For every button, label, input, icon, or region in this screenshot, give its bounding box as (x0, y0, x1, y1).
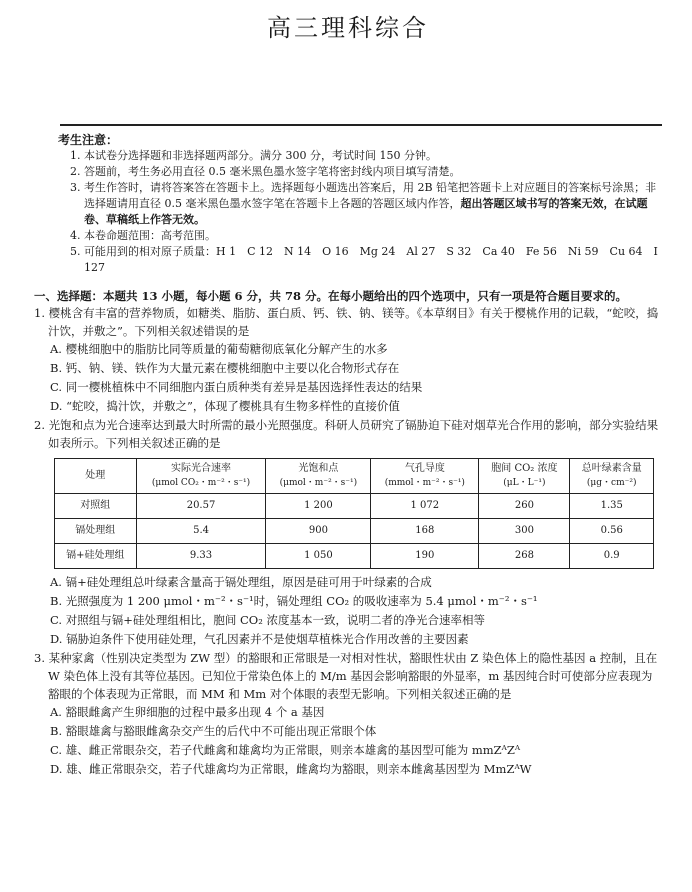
table-row (55, 519, 654, 544)
option: D. 镉胁迫条件下使用硅处理，气孔因素并不是使烟草植株光合作用改善的主要因素 (50, 632, 469, 646)
table-row (55, 544, 654, 569)
table-header: 光饱和点 (μmol・m⁻²・s⁻¹) (266, 459, 371, 494)
table-cell: 镉+硅处理组 (55, 544, 137, 569)
table-header: 总叶绿素含量 (μg・cm⁻²) (570, 459, 654, 494)
notice-item: 2. 答题前，考生务必用直径 0.5 毫米黑色墨水签字笔将密封线内项目填写清楚。 (70, 165, 461, 178)
table-cell: 268 (479, 544, 570, 569)
table-cell: 20.57 (136, 494, 266, 519)
notice-item: 1. 本试卷分选择题和非选择题两部分。满分 300 分，考试时间 150 分钟。 (70, 149, 437, 162)
question-3 (34, 649, 662, 779)
table-cell: 190 (371, 544, 479, 569)
table-cell: 镉处理组 (55, 519, 137, 544)
option: A. 镉+硅处理组总叶绿素含量高于镉处理组，原因是硅可用于叶绿素的合成 (50, 575, 432, 589)
table-cell: 9.33 (136, 544, 266, 569)
results-table (54, 458, 654, 569)
table-row (55, 494, 654, 519)
table-cell: 5.4 (136, 519, 266, 544)
table-cell: 300 (479, 519, 570, 544)
section-heading: 一、选择题：本题共 13 小题，每小题 6 分，共 78 分。在每小题给出的四个选项中，只有一项是符合题目要求的。 (34, 289, 628, 303)
table-header: 胞间 CO₂ 浓度 (μL・L⁻¹) (479, 459, 570, 494)
table-cell: 1 072 (371, 494, 479, 519)
option: C. 同一樱桃植株中不同细胞内蛋白质种类有差异是基因选择性表达的结果 (50, 380, 423, 394)
table-cell: 0.56 (570, 519, 654, 544)
notice-box (34, 132, 662, 276)
notice-item-bold: 超出答题区域书写的答案无效，在试题卷、草稿纸上作答无效。 (84, 197, 648, 226)
option: B. 钙、钠、镁、铁作为大量元素在樱桃细胞中主要以化合物形式存在 (50, 361, 400, 375)
header-rule (60, 124, 662, 126)
option: B. 光照强度为 1 200 μmol・m⁻²・s⁻¹时，镉处理组 CO₂ 的吸收速率为 5.4 μmol・m⁻²・s⁻¹ (50, 594, 538, 608)
table-cell: 260 (479, 494, 570, 519)
question-stem: 3. 某种家禽（性别决定类型为 ZW 型）的豁眼和正常眼是一对相对性状，豁眼性状由 Z 染色体上的隐性基因 a 控制，且在 W 染色体上没有其等位基因。已知位于常染色体上的 M/m 基因会影响豁眼的外显率，m 基因纯合时可使部分应表现为豁眼的个体表现为正常眼，而 MM 和 Mm 对个体眼的表型无影响。下列相关叙述正确的是 (34, 651, 658, 701)
notice-item-text: 3. 考生作答时，请将答案答在答题卡上。选择题每小题选出答案后，用 2B 铅笔把答题卡上对应题目的答案标号涂黑；非选择题请用直径 0.5 毫米黑色墨水签字笔在答题卡上各题的答题区域内作答， (70, 181, 657, 210)
question-stem: 2. 光饱和点为光合速率达到最大时所需的最小光照强度。科研人员研究了镉胁迫下硅对烟草光合作用的影响，部分实验结果如表所示。下列相关叙述正确的是 (34, 418, 659, 450)
question-2 (34, 416, 662, 649)
notice-item (62, 180, 662, 228)
table-cell: 168 (371, 519, 479, 544)
option: C. 对照组与镉+硅处理组相比，胞间 CO₂ 浓度基本一致，说明二者的净光合速率相等 (50, 613, 485, 627)
page-title: 高三理科综合 (267, 14, 429, 42)
option: C. 雄、雌正常眼杂交，若子代雌禽和雄禽均为正常眼，则亲本雄禽的基因型可能为 mmZᴬZᴬ (50, 743, 521, 757)
notice-item: 5. 可能用到的相对原子质量：H 1 C 12 N 14 O 16 Mg 24 Al 27 S 32 Ca 40 Fe 56 Ni 59 Cu 64 I 127 (70, 245, 658, 274)
table-cell: 对照组 (55, 494, 137, 519)
table-cell: 1 050 (266, 544, 371, 569)
table-header: 实际光合速率 (μmol CO₂・m⁻²・s⁻¹) (136, 459, 266, 494)
option: B. 豁眼雄禽与豁眼雌禽杂交产生的后代中不可能出现正常眼个体 (50, 724, 377, 738)
option: A. 樱桃细胞中的脂肪比同等质量的葡萄糖彻底氧化分解产生的水多 (50, 342, 388, 356)
option: D. 雄、雌正常眼杂交，若子代雄禽均为正常眼，雌禽均为豁眼，则亲本雌禽基因型为 MmZᴬW (50, 762, 532, 776)
question-stem: 1. 樱桃含有丰富的营养物质，如糖类、脂肪、蛋白质、钙、铁、钠、镁等。《本草纲目》有关于樱桃作用的记载，“蛇咬，捣汁饮，并敷之”。下列相关叙述错误的是 (34, 306, 659, 338)
table-cell: 0.9 (570, 544, 654, 569)
question-1 (34, 304, 662, 416)
notice-heading: 考生注意： (58, 133, 119, 147)
option: A. 豁眼雌禽产生卵细胞的过程中最多出现 4 个 a 基因 (50, 705, 325, 719)
table-header-row (55, 459, 654, 494)
table-header: 气孔导度 (mmol・m⁻²・s⁻¹) (371, 459, 479, 494)
table-header: 处理 (55, 459, 137, 494)
table-cell: 900 (266, 519, 371, 544)
table-cell: 1.35 (570, 494, 654, 519)
notice-item: 4. 本卷命题范围：高考范围。 (70, 229, 216, 242)
table-cell: 1 200 (266, 494, 371, 519)
option: D. “蛇咬，捣汁饮，并敷之”，体现了樱桃具有生物多样性的直接价值 (50, 399, 400, 413)
